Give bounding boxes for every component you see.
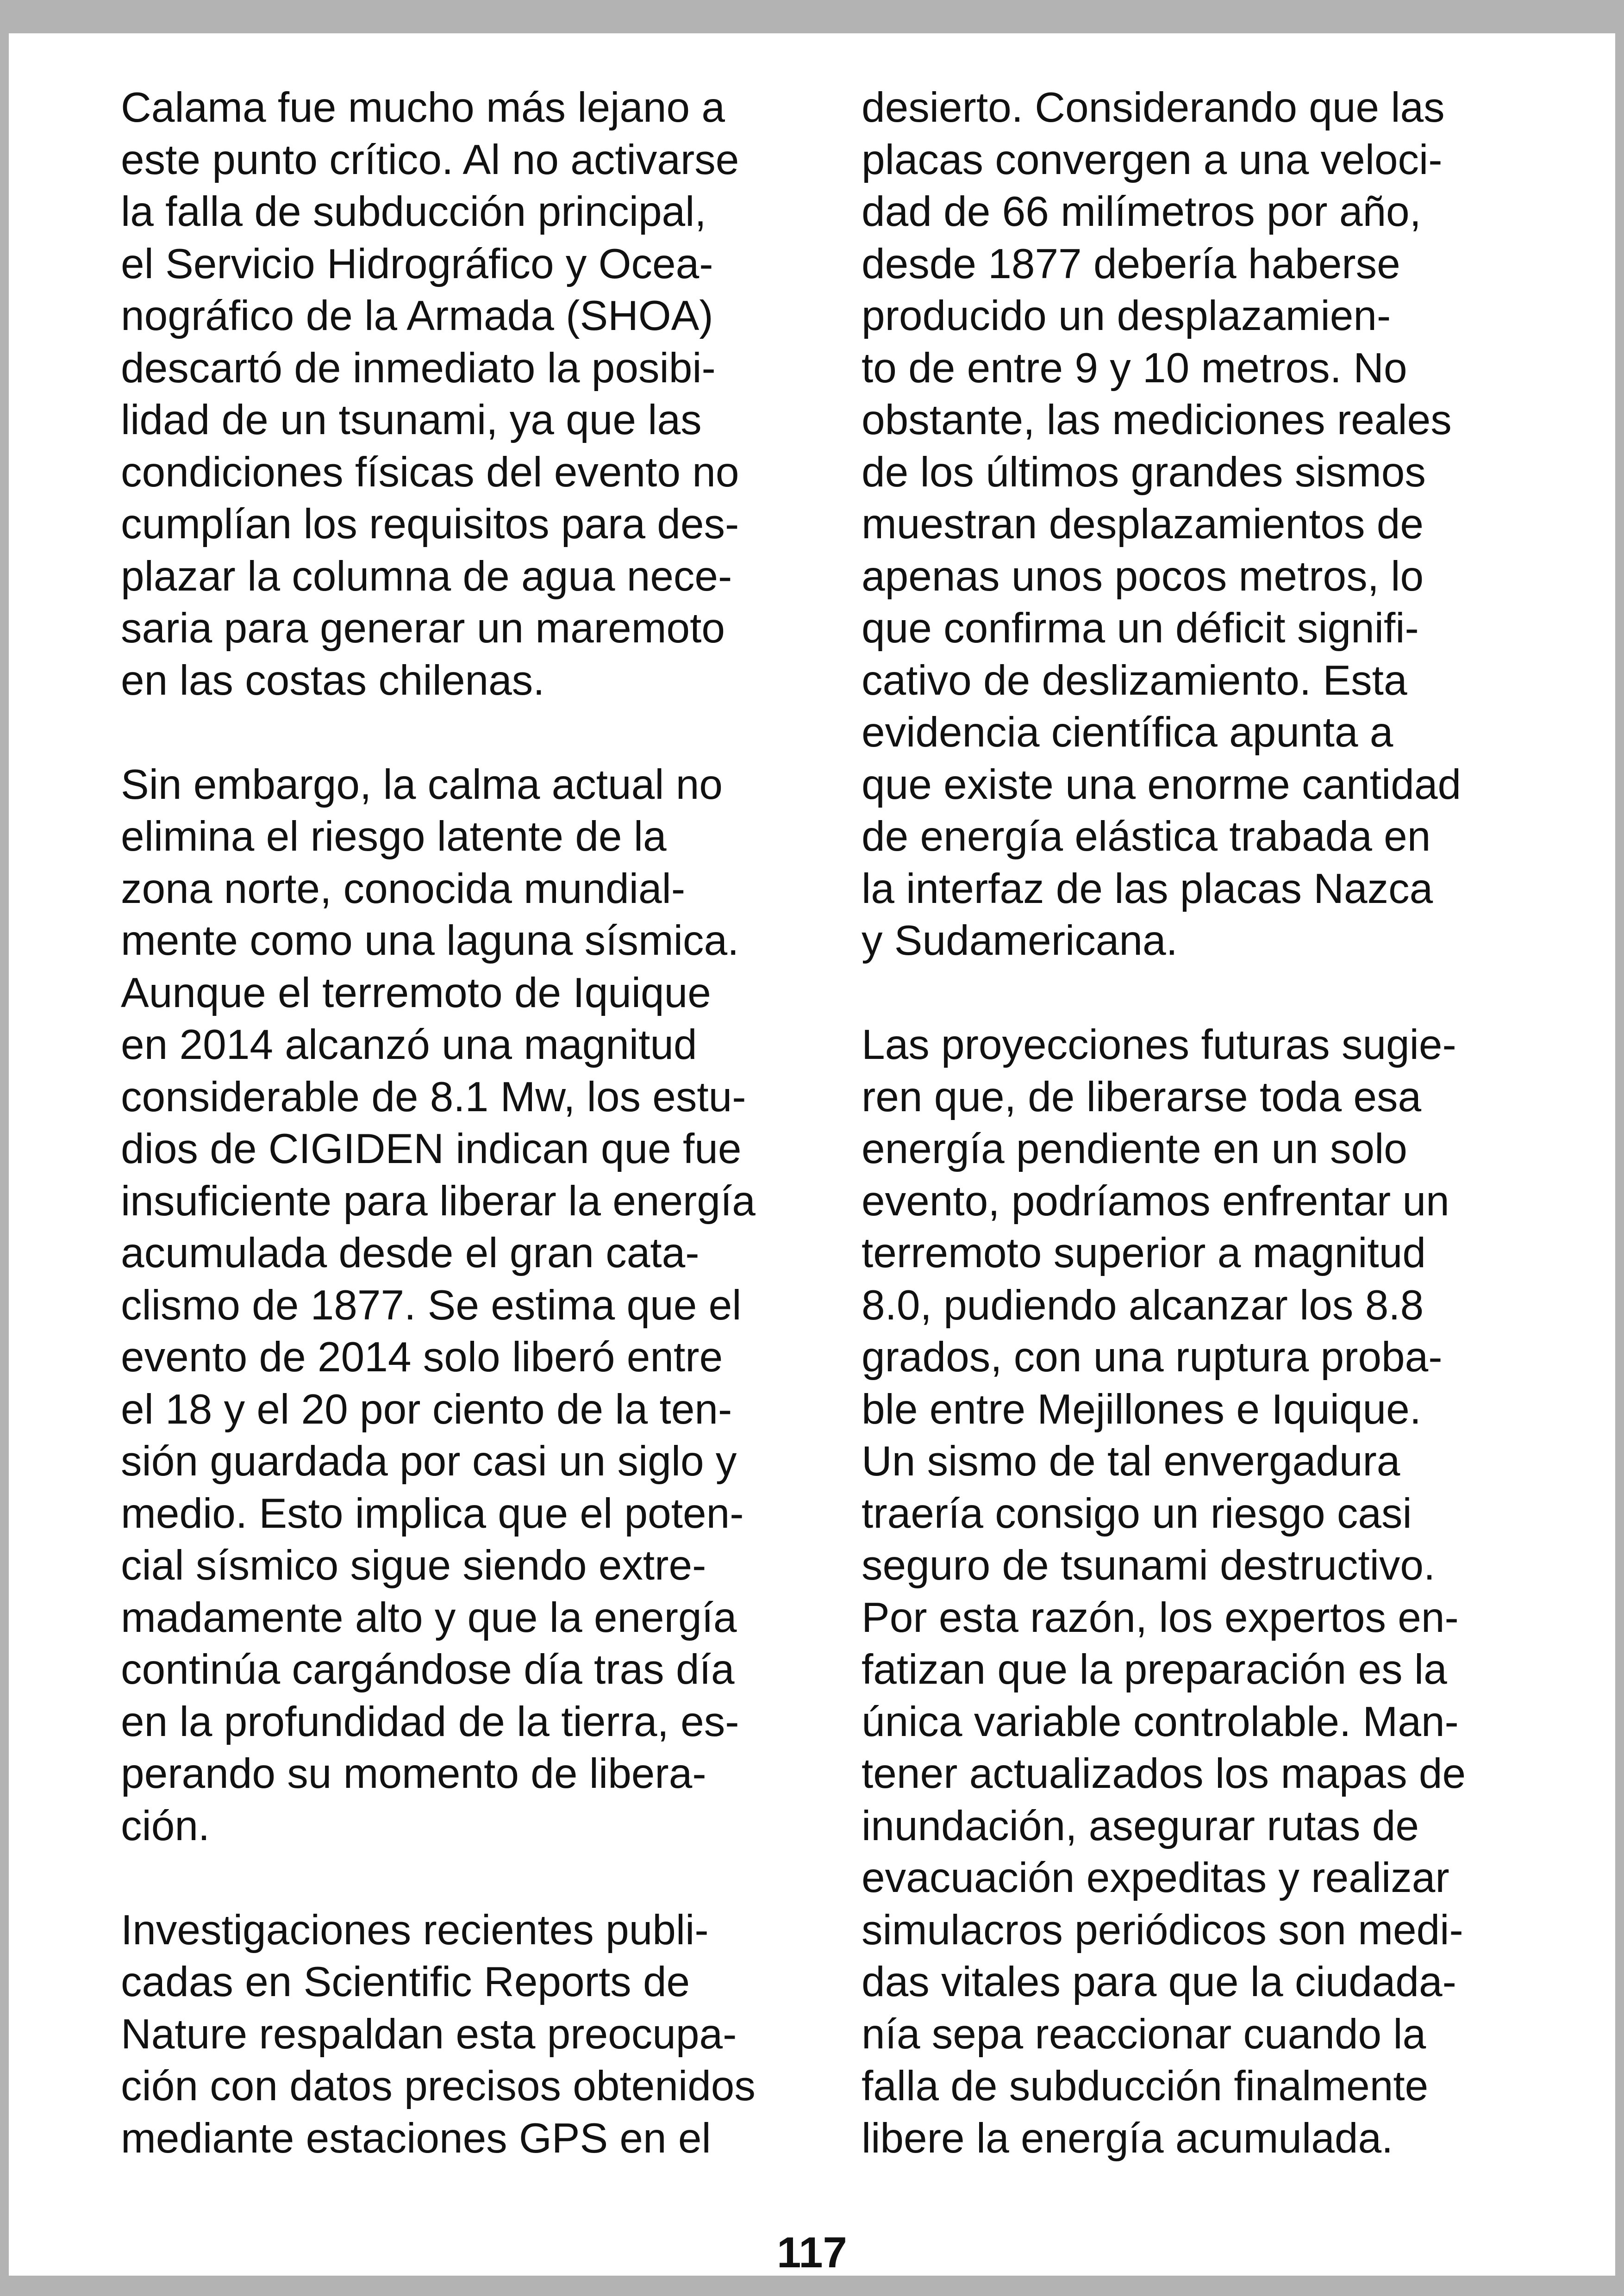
text-line: muestran desplazamientos de (862, 501, 1424, 548)
text-line: energía pendiente en un solo (862, 1126, 1407, 1172)
text-line: lidad de un tsunami, ya que las (121, 397, 702, 443)
text-line: cumplían los requisitos para des- (121, 501, 739, 548)
text-line: tener actualizados los mapas de (862, 1750, 1466, 1797)
text-line: condiciones físicas del evento no (121, 448, 739, 496)
text-line: la interfaz de las placas Nazca (862, 865, 1433, 912)
text-line: la falla de subducción principal, (121, 188, 706, 235)
text-line: nográfico de la Armada (SHOA) (121, 292, 713, 339)
text-line: Por esta razón, los expertos en- (862, 1594, 1459, 1641)
text-line: nía sepa reaccionar cuando la (862, 2010, 1426, 2058)
text-line: Calama fue mucho más lejano a (121, 84, 725, 131)
paragraph-spacer (121, 1852, 836, 1904)
page-number: 117 (777, 2228, 847, 2276)
text-line: Un sismo de tal envergadura (862, 1438, 1400, 1485)
text-line: y Sudamericana. (862, 917, 1178, 964)
text-line: descartó de inmediato la posibi- (121, 344, 716, 392)
text-line: ren que, de liberarse toda esa (862, 1073, 1422, 1120)
text-line: fatizan que la preparación es la (862, 1646, 1447, 1693)
paragraph (862, 1019, 1574, 2165)
text-line: to de entre 9 y 10 metros. No (862, 344, 1407, 392)
text-line: apenas unos pocos metros, lo (862, 553, 1424, 600)
text-line: inundación, asegurar rutas de (862, 1802, 1419, 1849)
text-line: dad de 66 milímetros por año, (862, 188, 1421, 235)
text-line: zona norte, conocida mundial- (121, 865, 686, 912)
text-line: plazar la columna de agua nece- (121, 553, 732, 600)
text-line: clismo de 1877. Se estima que el (121, 1282, 742, 1329)
text-line: acumulada desde el gran cata- (121, 1230, 700, 1276)
text-line: elimina el riesgo latente de la (121, 813, 667, 860)
text-line: el 18 y el 20 por ciento de la ten- (121, 1386, 732, 1433)
text-line: Nature respaldan esta preocupa- (121, 2010, 737, 2058)
text-line: que confirma un déficit signifi- (862, 605, 1419, 652)
text-line: considerable de 8.1 Mw, los estu- (121, 1073, 746, 1120)
text-line: insuficiente para liberar la energía (121, 1177, 756, 1225)
text-line: ción con datos precisos obtenidos (121, 2063, 756, 2109)
paragraph (121, 759, 836, 1853)
book-page (9, 33, 1615, 2276)
paragraph (121, 1904, 836, 2165)
text-line: que existe una enorme cantidad (862, 761, 1462, 808)
text-line: producido un desplazamien- (862, 292, 1391, 339)
text-line: cativo de deslizamiento. Esta (862, 657, 1407, 704)
paragraph-spacer (862, 967, 1574, 1020)
text-line: en la profundidad de la tierra, es- (121, 1698, 739, 1745)
text-line: das vitales para que la ciudada- (862, 1959, 1456, 2005)
text-line: en las costas chilenas. (121, 657, 545, 704)
text-line: este punto crítico. Al no activarse (121, 136, 739, 183)
text-line: perando su momento de libera- (121, 1750, 706, 1797)
text-line: falla de subducción finalmente (862, 2063, 1429, 2109)
text-line: cial sísmico sigue siendo extre- (121, 1542, 706, 1589)
text-line: de energía elástica trabada en (862, 813, 1431, 860)
text-line: evento de 2014 solo liberó entre (121, 1334, 723, 1381)
text-line: evidencia científica apunta a (862, 709, 1393, 756)
text-line: en 2014 alcanzó una magnitud (121, 1021, 697, 1068)
text-line: cadas en Scientific Reports de (121, 1959, 690, 2005)
left-column (121, 82, 836, 2165)
text-line: ción. (121, 1802, 210, 1849)
text-line: 8.0, pudiendo alcanzar los 8.8 (862, 1282, 1424, 1329)
text-line: placas convergen a una veloci- (862, 136, 1443, 183)
text-line: evacuación expeditas y realizar (862, 1854, 1449, 1901)
text-line: seguro de tsunami destructivo. (862, 1542, 1436, 1589)
text-line: madamente alto y que la energía (121, 1594, 737, 1641)
text-line: de los últimos grandes sismos (862, 448, 1426, 496)
text-line: Aunque el terremoto de Iquique (121, 969, 711, 1016)
text-line: obstante, las mediciones reales (862, 397, 1452, 443)
text-line: traería consigo un riesgo casi (862, 1490, 1412, 1537)
text-line: dios de CIGIDEN indican que fue (121, 1126, 742, 1172)
text-line: libere la energía acumulada. (862, 2115, 1393, 2162)
text-line: saria para generar un maremoto (121, 605, 725, 652)
text-line: Sin embargo, la calma actual no (121, 761, 723, 808)
paragraph (121, 82, 836, 707)
text-line: medio. Esto implica que el poten- (121, 1490, 744, 1537)
text-line: terremoto superior a magnitud (862, 1230, 1426, 1276)
text-line: evento, podríamos enfrentar un (862, 1177, 1449, 1225)
paragraph-spacer (121, 707, 836, 759)
text-line: mediante estaciones GPS en el (121, 2115, 711, 2162)
text-line: desde 1877 debería haberse (862, 240, 1400, 287)
text-line: Investigaciones recientes publi- (121, 1906, 709, 1954)
right-column (862, 82, 1574, 2165)
text-line: única variable controlable. Man- (862, 1698, 1459, 1745)
text-line: desierto. Considerando que las (862, 84, 1445, 131)
text-line: simulacros periódicos son medi- (862, 1906, 1463, 1954)
paragraph (862, 82, 1574, 967)
text-line: Las proyecciones futuras sugie- (862, 1021, 1456, 1068)
text-line: el Servicio Hidrográfico y Ocea- (121, 240, 713, 287)
text-line: grados, con una ruptura proba- (862, 1334, 1443, 1381)
text-line: mente como una laguna sísmica. (121, 917, 739, 964)
text-line: continúa cargándose día tras día (121, 1646, 735, 1693)
text-line: sión guardada por casi un siglo y (121, 1438, 737, 1485)
text-line: ble entre Mejillones e Iquique. (862, 1386, 1422, 1433)
